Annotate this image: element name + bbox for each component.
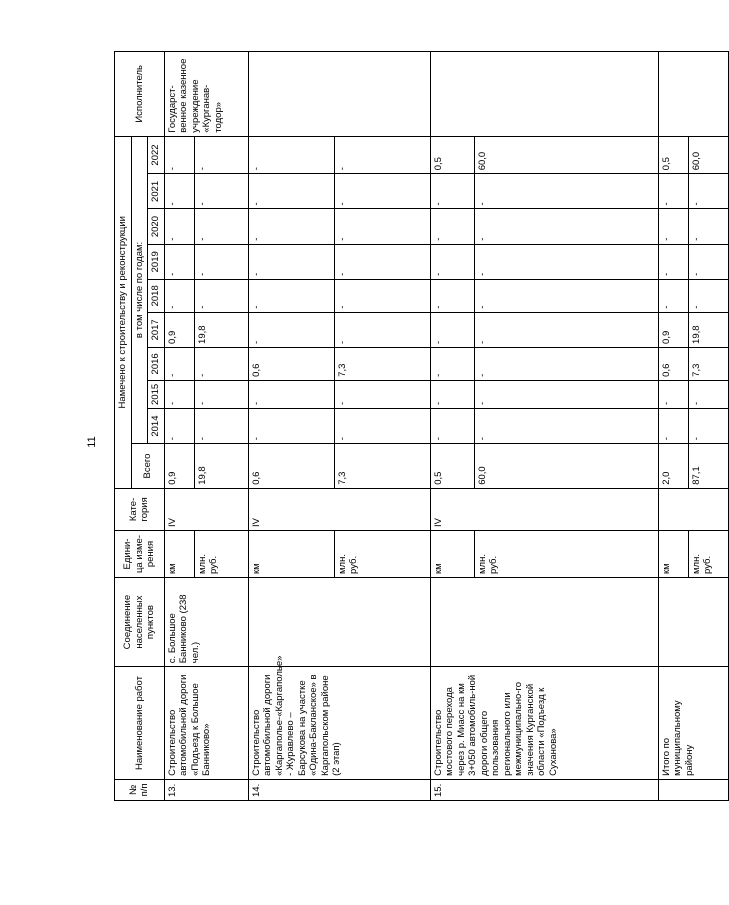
- unit-cell: км: [164, 531, 194, 578]
- unit-cell: км: [248, 531, 334, 578]
- year-value-cell: -: [164, 279, 194, 312]
- year-value-cell: -: [248, 380, 334, 408]
- year-value-cell: -: [688, 279, 728, 312]
- year-value-cell: -: [474, 312, 658, 347]
- year-value-cell: 60,0: [688, 136, 728, 174]
- row-number: 15.: [430, 779, 658, 800]
- work-name: Строительство мостового перехода через р. Миасс на км 3+050 автомобиль-ной дороги общего пользования регионального или межмуниципально-го значения Курганской области «Подъезд к Суханова»: [430, 667, 658, 780]
- year-value-cell: -: [194, 209, 248, 244]
- year-value-cell: -: [334, 408, 430, 443]
- year-value-cell: -: [248, 136, 334, 174]
- year-value-cell: 0,9: [164, 312, 194, 347]
- row-number: [658, 779, 728, 800]
- year-value-cell: -: [430, 380, 474, 408]
- unit-cell: млн. руб.: [194, 531, 248, 578]
- year-value-cell: -: [430, 347, 474, 380]
- header-name: Наименование работ: [115, 667, 165, 780]
- year-value-cell: -: [474, 408, 658, 443]
- year-value-cell: 0,6: [248, 347, 334, 380]
- work-name: Строительство автомобильной дороги «Подъезд к Большое Банниково»: [164, 667, 248, 780]
- row-number: 14.: [248, 779, 430, 800]
- header-num: № п/п: [115, 779, 165, 800]
- header-year: 2016: [148, 347, 165, 380]
- year-value-cell: 7,3: [334, 347, 430, 380]
- settlement-link: с. Большое Банниково (238 чел.): [164, 577, 248, 666]
- year-value-cell: -: [164, 380, 194, 408]
- total-cell: 19,8: [194, 444, 248, 489]
- year-value-cell: 60,0: [474, 136, 658, 174]
- total-cell: 0,6: [248, 444, 334, 489]
- header-year: 2015: [148, 380, 165, 408]
- year-value-cell: -: [334, 136, 430, 174]
- year-value-cell: -: [334, 380, 430, 408]
- year-value-cell: -: [164, 174, 194, 209]
- total-cell: 60,0: [474, 444, 658, 489]
- year-value-cell: -: [248, 209, 334, 244]
- row-number: 13.: [164, 779, 248, 800]
- total-cell: 7,3: [334, 444, 430, 489]
- year-value-cell: -: [430, 209, 474, 244]
- year-value-cell: -: [164, 347, 194, 380]
- header-link: Соединение населенных пунктов: [115, 577, 165, 666]
- header-year: 2017: [148, 312, 165, 347]
- year-value-cell: -: [658, 380, 688, 408]
- year-value-cell: -: [474, 244, 658, 279]
- settlement-link: [658, 577, 728, 666]
- header-year: 2020: [148, 209, 165, 244]
- year-value-cell: -: [430, 408, 474, 443]
- year-value-cell: -: [194, 347, 248, 380]
- total-cell: 0,5: [430, 444, 474, 489]
- year-value-cell: -: [334, 209, 430, 244]
- executor-cell: Государст-венное казенное учреждение «Курганав-тодор»: [164, 52, 248, 137]
- year-value-cell: -: [248, 174, 334, 209]
- table-row: [430, 52, 474, 801]
- year-value-cell: -: [194, 380, 248, 408]
- works-table-sheet: [114, 51, 713, 801]
- year-value-cell: -: [474, 279, 658, 312]
- table-row: [164, 52, 194, 801]
- executor-cell: [658, 52, 728, 137]
- total-cell: 0,9: [164, 444, 194, 489]
- year-value-cell: -: [474, 347, 658, 380]
- work-name: Итого по муниципальному району: [658, 667, 728, 780]
- unit-cell: млн. руб.: [688, 531, 728, 578]
- header-total: Всего: [131, 444, 164, 489]
- year-value-cell: -: [658, 174, 688, 209]
- work-name: Строительство автомобильной дороги «Каргаполье-«Каргаполье» - Журавлево – Барсукова на участке «Одина-Бакланское» в Каргапольском районе (2 этап): [248, 667, 430, 780]
- year-value-cell: 0,5: [430, 136, 474, 174]
- year-value-cell: -: [164, 408, 194, 443]
- year-value-cell: -: [248, 312, 334, 347]
- year-value-cell: -: [248, 244, 334, 279]
- year-value-cell: 0,6: [658, 347, 688, 380]
- table-row: [248, 52, 334, 801]
- header-year: 2018: [148, 279, 165, 312]
- year-value-cell: -: [334, 174, 430, 209]
- category-cell: [658, 488, 728, 530]
- category-cell: IV: [248, 488, 430, 530]
- category-cell: IV: [430, 488, 658, 530]
- header-by-years: в том числе по годам:: [131, 136, 148, 444]
- year-value-cell: -: [474, 174, 658, 209]
- header-year: 2022: [148, 136, 165, 174]
- category-cell: IV: [164, 488, 248, 530]
- year-value-cell: -: [334, 244, 430, 279]
- year-value-cell: -: [658, 408, 688, 443]
- year-value-cell: 7,3: [688, 347, 728, 380]
- header-year: 2021: [148, 174, 165, 209]
- works-table: [114, 51, 729, 801]
- year-value-cell: -: [430, 279, 474, 312]
- settlement-link: [430, 577, 658, 666]
- year-value-cell: -: [194, 174, 248, 209]
- year-value-cell: -: [430, 174, 474, 209]
- table-row: [658, 52, 688, 801]
- year-value-cell: -: [164, 209, 194, 244]
- year-value-cell: -: [658, 279, 688, 312]
- year-value-cell: -: [248, 279, 334, 312]
- total-cell: 2,0: [658, 444, 688, 489]
- year-value-cell: -: [688, 209, 728, 244]
- year-value-cell: 19,8: [194, 312, 248, 347]
- year-value-cell: -: [474, 380, 658, 408]
- header-unit: Едини-ца изме-рения: [115, 531, 165, 578]
- year-value-cell: -: [194, 408, 248, 443]
- table-body: [164, 52, 728, 801]
- unit-cell: млн. руб.: [474, 531, 658, 578]
- year-value-cell: -: [430, 244, 474, 279]
- header-year: 2014: [148, 408, 165, 443]
- year-value-cell: 0,5: [658, 136, 688, 174]
- year-value-cell: -: [194, 136, 248, 174]
- year-value-cell: 19,8: [688, 312, 728, 347]
- settlement-link: [248, 577, 430, 666]
- year-value-cell: -: [688, 244, 728, 279]
- year-value-cell: -: [688, 408, 728, 443]
- year-value-cell: -: [164, 244, 194, 279]
- total-cell: 87,1: [688, 444, 728, 489]
- year-value-cell: -: [430, 312, 474, 347]
- unit-cell: км: [658, 531, 688, 578]
- year-value-cell: -: [248, 408, 334, 443]
- year-value-cell: -: [474, 209, 658, 244]
- year-value-cell: -: [658, 244, 688, 279]
- executor-cell: [430, 52, 658, 137]
- header-year: 2019: [148, 244, 165, 279]
- year-value-cell: -: [194, 279, 248, 312]
- year-value-cell: -: [688, 380, 728, 408]
- header-executor: Исполнитель: [115, 52, 165, 137]
- unit-cell: млн. руб.: [334, 531, 430, 578]
- year-value-cell: -: [688, 174, 728, 209]
- header-category: Кате-гория: [115, 488, 165, 530]
- year-value-cell: -: [164, 136, 194, 174]
- header-planned: Намечено к строительству и реконструкции: [115, 136, 132, 488]
- unit-cell: км: [430, 531, 474, 578]
- year-value-cell: -: [194, 244, 248, 279]
- year-value-cell: -: [334, 279, 430, 312]
- executor-cell: [248, 52, 430, 137]
- page-number: 11: [86, 436, 98, 448]
- year-value-cell: -: [658, 209, 688, 244]
- year-value-cell: -: [334, 312, 430, 347]
- year-value-cell: 0,9: [658, 312, 688, 347]
